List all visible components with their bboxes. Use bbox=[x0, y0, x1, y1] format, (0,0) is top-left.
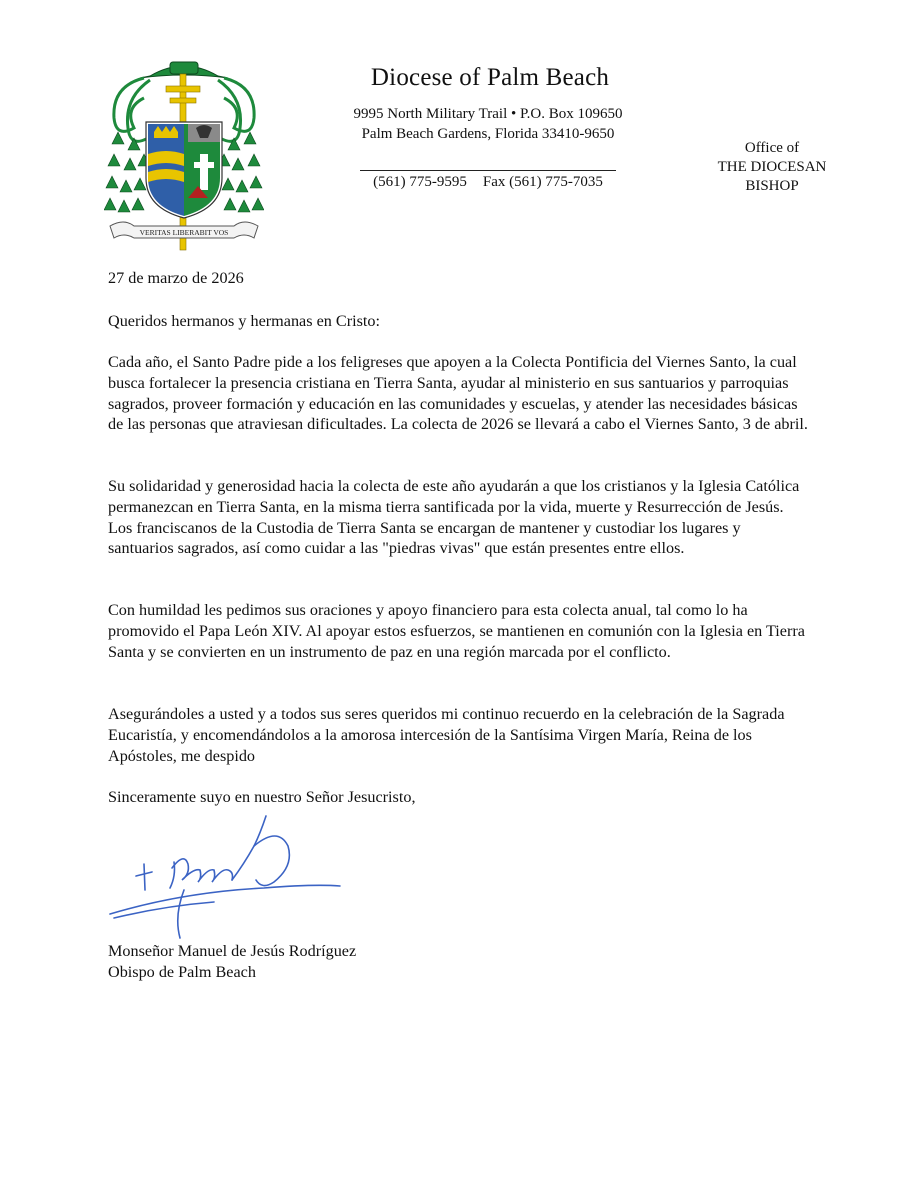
office-line-3: BISHOP bbox=[745, 178, 799, 194]
office-line-1: Office of bbox=[744, 140, 800, 156]
address-line-1: 9995 North Military Trail • P.O. Box 109650 bbox=[353, 106, 623, 122]
letter-date: 27 de marzo de 2026 bbox=[108, 269, 244, 287]
crest-motto-text: VERITAS LIBERABIT VOS bbox=[139, 228, 229, 237]
signature-icon bbox=[104, 806, 344, 942]
paragraph-1: Cada año, el Santo Padre pide a los feligreses que apoyen a la Colecta Pontificia del Viernes Santo, la cual busca fortalecer la presencia cristiana en Tierra Santa, ayudar al ministerio en sus santuarios y parroquias sagrados, proveer formación y educación en las comunidades y escuelas, y atender las necesidades básicas de las personas que atraviesan dificultades. La colecta de 2026 se llevará a cabo el Viernes Santo, 3 de abril. bbox=[108, 353, 808, 434]
signer-title: Obispo de Palm Beach bbox=[108, 963, 256, 981]
signer-name: Monseñor Manuel de Jesús Rodríguez bbox=[108, 942, 357, 960]
closing: Sinceramente suyo en nuestro Señor Jesucristo, bbox=[108, 788, 416, 806]
letterhead-divider bbox=[360, 170, 616, 171]
contact-line bbox=[318, 174, 658, 191]
paragraph-4: Asegurándoles a usted y a todos sus seres queridos mi continuo recuerdo en la celebración de la Sagrada Eucaristía, y encomendándolos a la amorosa intercesión de la Santísima Virgen María, Reina de los Apóstoles, me despido bbox=[108, 705, 785, 765]
organization-name: Diocese of Palm Beach bbox=[370, 64, 610, 91]
fax-number: Fax (561) 775-7035 bbox=[482, 174, 603, 190]
paragraph-2: Su solidaridad y generosidad hacia la colecta de este año ayudarán a que los cristianos y la Iglesia Católica permanezcan en Tierra Santa, en la misma tierra santificada por la vida, muerte y Resurrección de Jesús. Los franciscanos de la Custodia de Tierra Santa se encargan de mantener y custodiar los lugares y santuarios sagrados, así como cuidar a las "piedras vivas" que están presentes entre ellos. bbox=[108, 477, 800, 558]
phone-number: (561) 775-9595 bbox=[373, 174, 467, 190]
office-block bbox=[700, 139, 844, 196]
salutation: Queridos hermanos y hermanas en Cristo: bbox=[108, 312, 380, 330]
paragraph-3: Con humildad les pedimos sus oraciones y apoyo financiero para esta colecta anual, tal como lo ha promovido el Papa León XIV. Al apoyar estos esfuerzos, se mantienen en comunión con la Iglesia en Tierra Santa y se convierten en un instrumento de paz en una región marcada por el conflicto. bbox=[108, 601, 805, 661]
coat-of-arms-icon bbox=[104, 58, 264, 254]
address-line-2: Palm Beach Gardens, Florida 33410-9650 bbox=[361, 126, 615, 142]
office-line-2: THE DIOCESAN bbox=[717, 159, 827, 175]
